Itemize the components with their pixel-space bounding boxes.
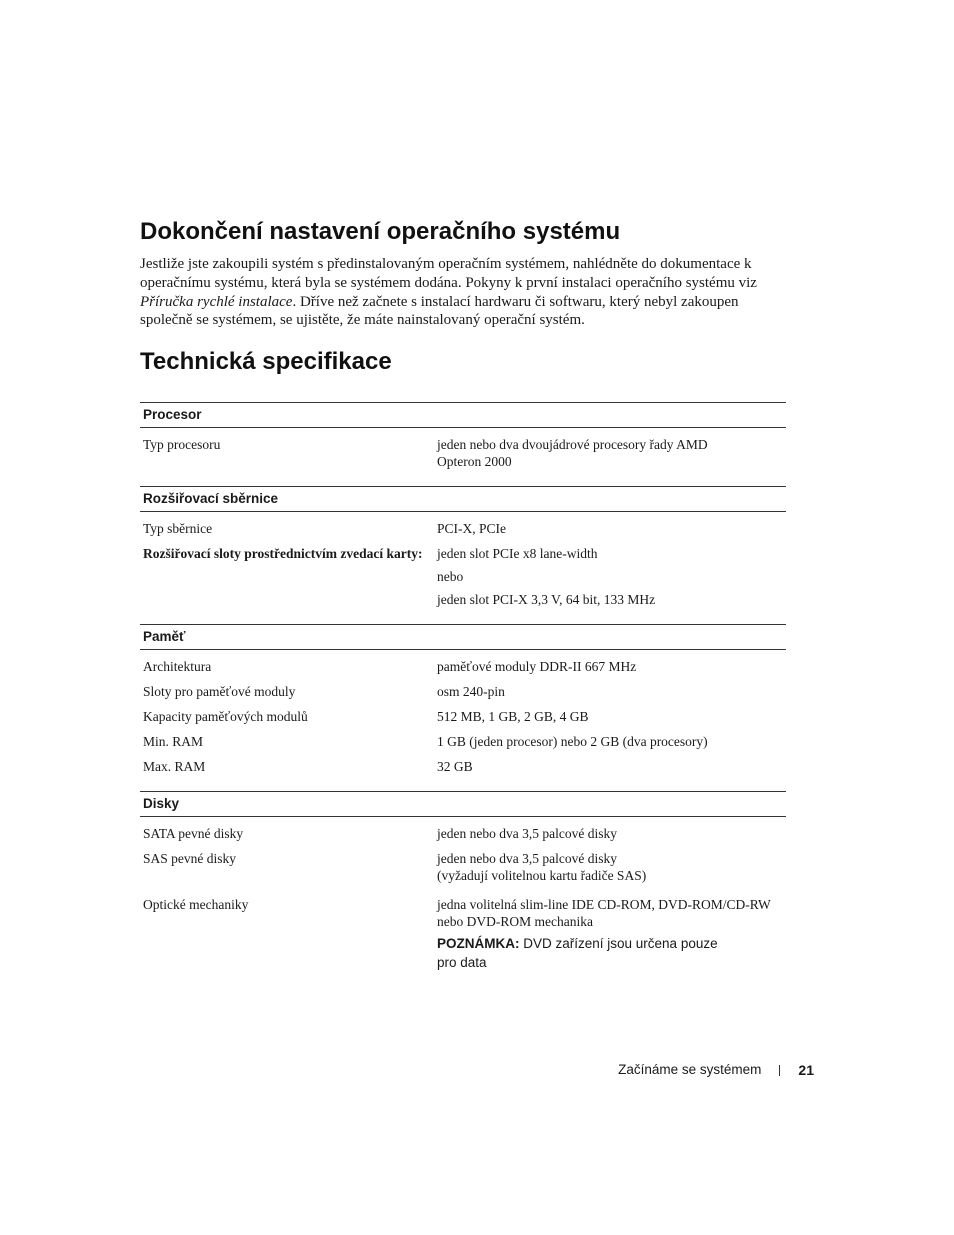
spec-key: SATA pevné disky [143, 826, 244, 841]
spec-key: Rozšiřovací sloty prostřednictvím zvedací karty: [143, 546, 423, 561]
spec-value [437, 896, 786, 972]
page-footer [618, 1061, 814, 1079]
table-row [140, 819, 786, 844]
spec-heading: Paměť [140, 625, 786, 650]
spec-key: Kapacity paměťových modulů [143, 709, 308, 724]
table-row [140, 886, 786, 974]
table-row [140, 752, 786, 777]
spec-key: Typ sběrnice [143, 521, 213, 536]
note-label: POZNÁMKA: [437, 936, 520, 951]
note-text: DVD zařízení jsou určena pouze [519, 936, 718, 951]
spec-table [140, 402, 786, 988]
spec-value [437, 436, 786, 470]
spec-value-line: jeden slot PCIe x8 lane-width [437, 546, 598, 561]
intro-text-italic: Příručka rychlé instalace [140, 293, 293, 310]
spec-value-line: nebo [437, 569, 464, 584]
spec-value: osm 240-pin [437, 684, 505, 699]
spec-section-processor [140, 402, 786, 486]
spec-section-memory [140, 624, 786, 791]
footer-separator [779, 1065, 780, 1076]
spec-value-line: Opteron 2000 [437, 454, 512, 469]
spec-value: 32 GB [437, 759, 473, 774]
spec-heading: Procesor [140, 403, 786, 428]
spec-key: Sloty pro paměťové moduly [143, 684, 296, 699]
table-row [140, 430, 786, 472]
spec-key: Max. RAM [143, 759, 206, 774]
table-row [140, 702, 786, 727]
spec-value: 1 GB (jeden procesor) nebo 2 GB (dva procesory) [437, 734, 708, 749]
intro-paragraph [140, 255, 790, 330]
spec-key: Min. RAM [143, 734, 204, 749]
note-text: pro data [437, 955, 487, 970]
spec-section-bus [140, 486, 786, 624]
spec-value [437, 545, 786, 608]
spec-value-line: jeden nebo dva dvoujádrové procesory řady AMD [437, 437, 708, 452]
spec-value: paměťové moduly DDR-II 667 MHz [437, 659, 637, 674]
spec-heading: Disky [140, 792, 786, 817]
section-title-os-setup: Dokončení nastavení operačního systému [140, 218, 621, 245]
spec-section-disks [140, 791, 786, 988]
spec-value-line: jeden nebo dva 3,5 palcové disky [437, 851, 617, 866]
spec-value: 512 MB, 1 GB, 2 GB, 4 GB [437, 709, 589, 724]
spec-key: SAS pevné disky [143, 851, 237, 866]
spec-heading: Rozšiřovací sběrnice [140, 487, 786, 512]
section-title-specs: Technická specifikace [140, 348, 392, 375]
table-row [140, 844, 786, 886]
page-number: 21 [798, 1062, 814, 1078]
table-row [140, 727, 786, 752]
spec-key: Optické mechaniky [143, 897, 249, 912]
spec-value-line: jedna volitelná slim-line IDE CD-ROM, DVD-ROM/CD-RW [437, 897, 771, 912]
table-row [140, 677, 786, 702]
spec-key: Architektura [143, 659, 212, 674]
footer-section-name: Začínáme se systémem [618, 1062, 762, 1077]
table-row [140, 514, 786, 539]
note [437, 934, 786, 972]
spec-value-line: nebo DVD-ROM mechanika [437, 914, 593, 929]
table-row [140, 539, 786, 610]
spec-value [437, 850, 786, 884]
intro-text-1: Jestliže jste zakoupili systém s předinstalovaným operačním systémem, nahlédněte do dokumentace k operačnímu systému, která byla se systémem dodána. Pokyny k první instalaci operačního systému viz [140, 256, 757, 291]
spec-value-line: jeden slot PCI-X 3,3 V, 64 bit, 133 MHz [437, 592, 656, 607]
spec-value: jeden nebo dva 3,5 palcové disky [437, 826, 617, 841]
intro-text-2: . Dříve než začnete s instalací hardwaru či softwaru, který nebyl zakoupen společně se systémem, se ujistěte, že máte nainstalovaný operační systém. [140, 293, 739, 329]
spec-key: Typ procesoru [143, 437, 221, 452]
spec-value: PCI-X, PCIe [437, 521, 507, 536]
spec-value-line: (vyžadují volitelnou kartu řadiče SAS) [437, 868, 647, 883]
table-row [140, 652, 786, 677]
